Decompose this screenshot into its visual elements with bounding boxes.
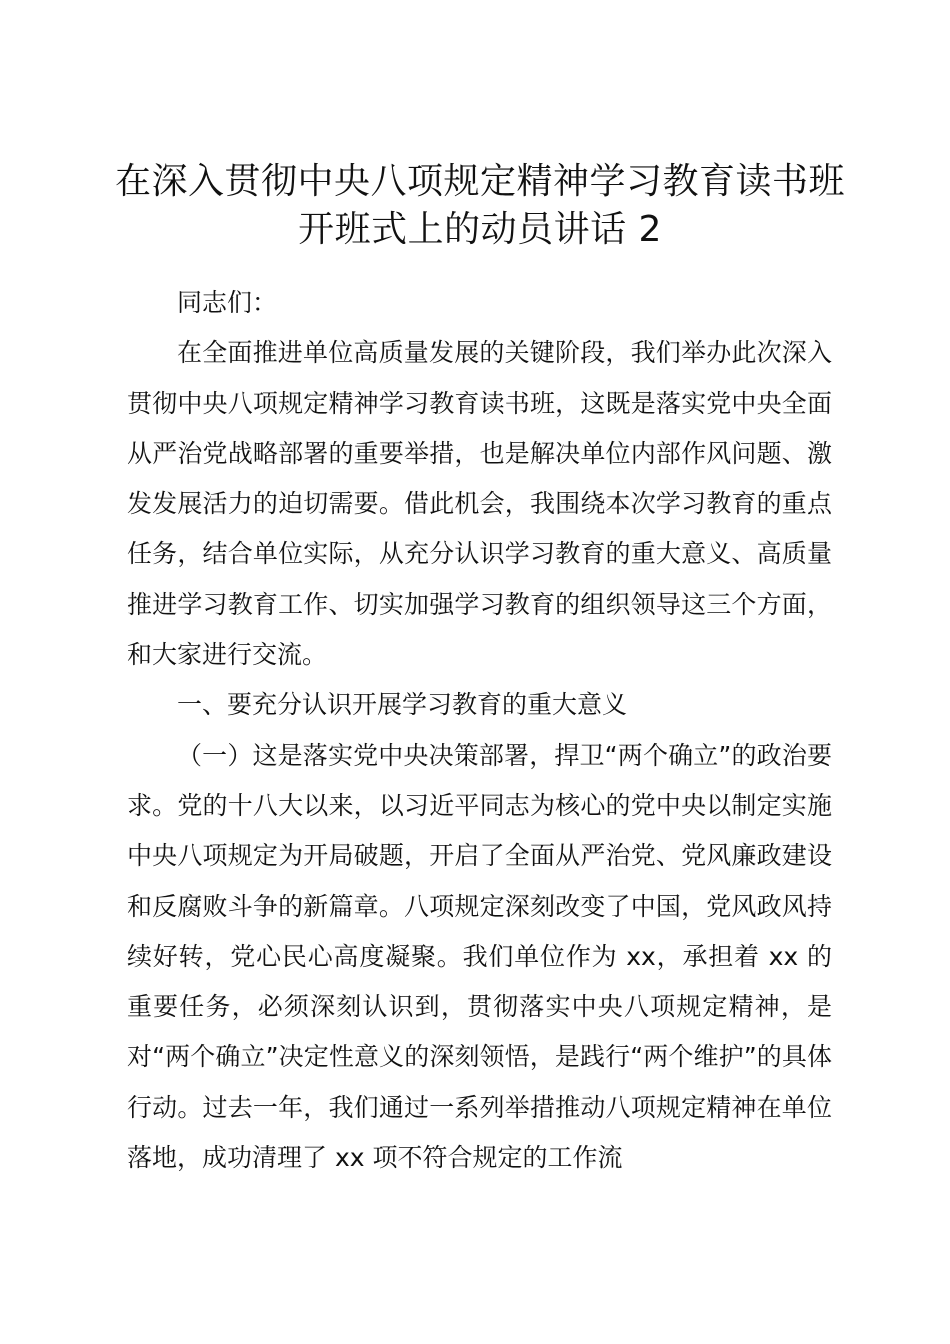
paragraph-subsection-1: （一）这是落实党中央决策部署，捍卫“两个确立”的政治要求。党的十八大以来，以习近平同志为核心的党中央以制定实施中央八项规定为开局破题，开启了全面从严治党、党风廉政建设和反腐败斗争的新篇章。八项规定深刻改变了中国，党风政风持续好转，党心民心高度凝聚。我们单位作为 xx，承担着 xx 的重要任务，必须深刻认识到，贯彻落实中央八项规定精神，是对“两个确立”决定性意义的深刻领悟，是践行“两个维护”的具体行动。过去一年，我们通过一系列举措推动八项规定精神在单位落地，成功清理了 xx 项不符合规定的工作流 (127, 740, 832, 1173)
document-body (127, 278, 832, 1183)
document-title-line-1: 在深入贯彻中央八项规定精神学习教育读书班 (114, 161, 845, 202)
document-title-line-2: 开班式上的动员讲话 2 (298, 209, 662, 250)
paragraph-intro: 在全面推进单位高质量发展的关键阶段，我们举办此次深入贯彻中央八项规定精神学习教育读书班，这既是落实党中央全面从严治党战略部署的重要举措，也是解决单位内部作风问题、激发发展活力的迫切需要。借此机会，我围绕本次学习教育的重点任务，结合单位实际，从充分认识学习教育的重大意义、高质量推进学习教育工作、切实加强学习教育的组织领导这三个方面，和大家进行交流。 (127, 338, 832, 670)
section-heading: 一、要充分认识开展学习教育的重大意义 (177, 690, 628, 720)
salutation: 同志们： (177, 288, 278, 317)
